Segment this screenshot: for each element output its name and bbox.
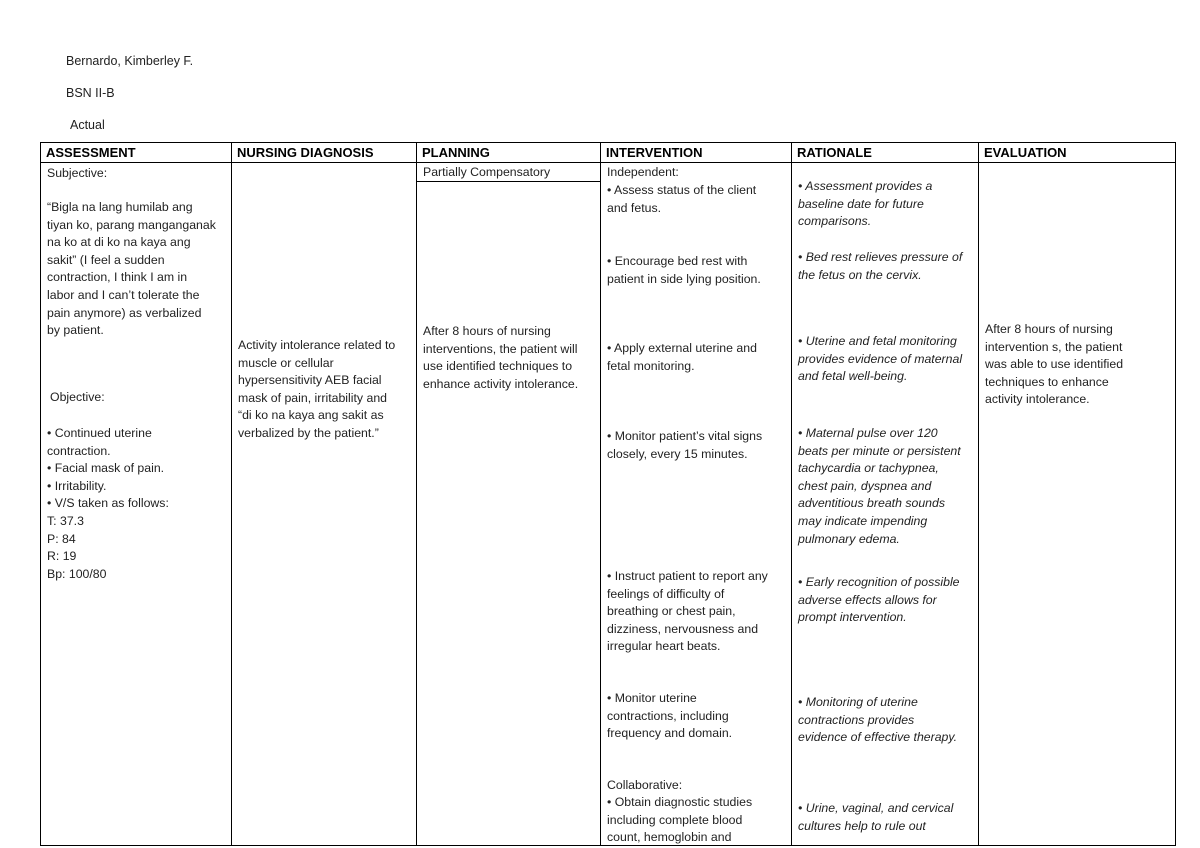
student-section: BSN II-B xyxy=(66,86,115,100)
diagnosis-header: NURSING DIAGNOSIS xyxy=(232,143,416,163)
rationale-item: • Monitoring of uterine contractions provides evidence of effective therapy. xyxy=(798,695,958,745)
intervention-column xyxy=(600,143,791,845)
planning-header: PLANNING xyxy=(417,143,600,163)
intervention-item: • Monitor patient’s vital signs closely, every 15 minutes. xyxy=(607,429,763,461)
rationale-item: • Assessment provides a baseline date for future comparisons. xyxy=(798,179,933,229)
student-name: Bernardo, Kimberley F. xyxy=(66,54,194,68)
diagnosis-text: Activity intolerance related to muscle or cellular hypersensitivity AEB facial mask of pain, irritability and “di ko na kaya ang sakit as verbalized by the patient.” xyxy=(238,338,396,440)
subjective-label: Subjective: xyxy=(47,166,108,180)
rationale-item: • Urine, vaginal, and cervical cultures help to rule out xyxy=(798,801,954,833)
assessment-column xyxy=(41,143,231,845)
rationale-column xyxy=(791,143,978,845)
rationale-item: • Uterine and fetal monitoring provides evidence of maternal and fetal well-being. xyxy=(798,334,963,384)
intervention-item: • Monitor uterine contractions, including frequency and domain. xyxy=(607,691,733,741)
collaborative-item: • Obtain diagnostic studies including complete blood count, hemoglobin and xyxy=(607,795,753,845)
planning-goal: After 8 hours of nursing interventions, the patient will use identified techniques to enhance activity intolerance. xyxy=(423,324,579,391)
objective-text: • Continued uterine contraction. • Facial mask of pain. • Irritability. • V/S taken as follows: T: 37.3 P: 84 R: 19 Bp: 100/80 xyxy=(47,426,169,581)
rationale-item: • Early recognition of possible adverse effects allows for prompt intervention. xyxy=(798,575,960,625)
planning-column xyxy=(416,143,600,845)
evaluation-column xyxy=(978,143,1175,845)
intervention-item: • Encourage bed rest with patient in side lying position. xyxy=(607,254,761,286)
subjective-text: “Bigla na lang humilab ang tiyan ko, parang manganganak na ko at di ko na kaya ang sakit” (I feel a sudden contraction, I think I am in labor and I can’t tolerate the pain anymore) as verbalized by patient. xyxy=(47,200,216,338)
intervention-item: • Assess status of the client and fetus. xyxy=(607,183,757,215)
evaluation-text: After 8 hours of nursing intervention s, the patient was able to use identified techniques to enhance activity intolerance. xyxy=(985,322,1124,407)
diagnosis-status: Actual xyxy=(70,118,105,132)
evaluation-header: EVALUATION xyxy=(979,143,1175,163)
assessment-header: ASSESSMENT xyxy=(41,143,231,163)
intervention-header: INTERVENTION xyxy=(601,143,791,163)
objective-label: Objective: xyxy=(50,390,105,404)
collaborative-label: Collaborative: xyxy=(607,778,683,792)
diagnosis-column xyxy=(231,143,416,845)
intervention-item: • Instruct patient to report any feelings of difficulty of breathing or chest pain, dizziness, nervousness and irregular heart beats. xyxy=(607,569,768,654)
care-type: Partially Compensatory xyxy=(417,163,600,182)
rationale-header: RATIONALE xyxy=(792,143,978,163)
intervention-item: • Apply external uterine and fetal monitoring. xyxy=(607,341,757,373)
nursing-care-plan-table xyxy=(40,142,1176,846)
independent-label: Independent: xyxy=(607,165,679,179)
rationale-item: • Maternal pulse over 120 beats per minute or persistent tachycardia or tachypnea, chest pain, dyspnea and adventitious breath sounds may indicate impending pulmonary edema. xyxy=(798,426,961,546)
rationale-item: • Bed rest relieves pressure of the fetus on the cervix. xyxy=(798,250,963,282)
